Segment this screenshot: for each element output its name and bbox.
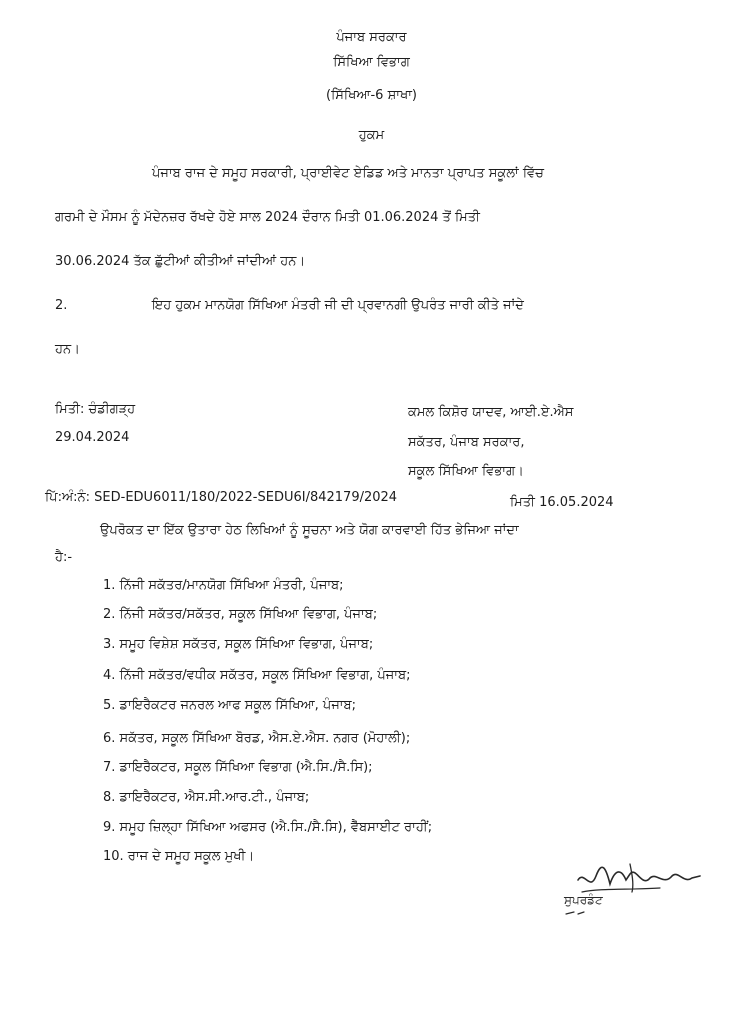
header-department: ਸਿੱਖਿਆ ਵਿਭਾਗ (333, 55, 410, 70)
signatory-designation: ਸਕੱਤਰ, ਪੰਜਾਬ ਸਰਕਾਰ, (408, 435, 525, 450)
list-item: 2. ਨਿੱਜੀ ਸਕੱਤਰ/ਸਕੱਤਰ, ਸਕੂਲ ਸਿੱਖਿਆ ਵਿਭਾਗ, ਪੰਜਾਬ; (103, 607, 378, 622)
endorsement-intro-line2: ਹੈ:- (55, 550, 73, 565)
list-item: 5. ਡਾਇਰੈਕਟਰ ਜਨਰਲ ਆਫ ਸਕੂਲ ਸਿੱਖਿਆ, ਪੰਜਾਬ; (103, 698, 357, 713)
list-item: 7. ਡਾਇਰੈਕਟਰ, ਸਕੂਲ ਸਿੱਖਿਆ ਵਿਭਾਗ (ਐ.ਸਿ./ਸੈ.ਸਿ); (103, 760, 373, 775)
list-item: 1. ਨਿੱਜੀ ਸਕੱਤਰ/ਮਾਨਯੋਗ ਸਿੱਖਿਆ ਮੰਤਰੀ, ਪੰਜਾਬ; (103, 578, 344, 593)
list-item: 9. ਸਮੂਹ ਜ਼ਿਲ੍ਹਾ ਸਿੱਖਿਆ ਅਫਸਰ (ਐ.ਸਿ./ਸੈ.ਸਿ), ਵੈੱਬਸਾਈਟ ਰਾਹੀਂ; (103, 820, 433, 835)
place-label: ਮਿਤੀ: ਚੰਡੀਗੜ੍ਹ (55, 402, 136, 417)
para1-line1: ਪੰਜਾਬ ਰਾਜ ਦੇ ਸਮੂਹ ਸਰਕਾਰੀ, ਪ੍ਰਾਈਵੇਟ ਏਡਿਡ ਅਤੇ ਮਾਨਤਾ ਪ੍ਰਾਪਤ ਸਕੂਲਾਂ ਵਿੱਚ (152, 166, 544, 181)
list-item: 10. ਰਾਜ ਦੇ ਸਮੂਹ ਸਕੂਲ ਮੁਖੀ। (103, 849, 255, 864)
list-item: 8. ਡਾਇਰੈਕਟਰ, ਐਸ.ਸੀ.ਆਰ.ਟੀ., ਪੰਜਾਬ; (103, 790, 310, 805)
endorsement-number: ਪਿੱ:ਅੰ:ਨੰ: SED-EDU6011/180/2022-SEDU6I/842179/2024 (45, 490, 398, 505)
signatory-department: ਸਕੂਲ ਸਿੱਖਿਆ ਵਿਭਾਗ। (408, 464, 524, 479)
endorsement-intro-line1: ਉਪਰੋਕਤ ਦਾ ਇੱਕ ਉਤਾਰਾ ਹੇਠ ਲਿਖਿਆਂ ਨੂੰ ਸੂਚਨਾ ਅਤੇ ਯੋਗ ਕਾਰਵਾਈ ਹਿੱਤ ਭੇਜਿਆ ਜਾਂਦਾ (100, 523, 519, 538)
endorsement-date: ਮਿਤੀ 16.05.2024 (510, 495, 614, 510)
para2-line2: ਹਨ। (55, 342, 80, 357)
header-government: ਪੰਜਾਬ ਸਰਕਾਰ (336, 30, 407, 45)
order-title: ਹੁਕਮ (358, 128, 385, 143)
list-item: 4. ਨਿੱਜੀ ਸਕੱਤਰ/ਵਧੀਕ ਸਕੱਤਰ, ਸਕੂਲ ਸਿੱਖਿਆ ਵਿਭਾਗ, ਪੰਜਾਬ; (103, 668, 411, 683)
header-branch: (ਸਿੱਖਿਆ-6 ਸ਼ਾਖਾ) (326, 88, 417, 103)
para1-line3: 30.06.2024 ਤੱਕ ਛੁੱਟੀਆਂ ਕੀਤੀਆਂ ਜਾਂਦੀਆਂ ਹਨ। (55, 254, 306, 269)
para1-line2: ਗਰਮੀ ਦੇ ਮੌਸਮ ਨੂੰ ਮੱਦੇਨਜ਼ਰ ਰੱਖਦੇ ਹੋਏ ਸਾਲ 2024 ਦੌਰਾਨ ਮਿਤੀ 01.06.2024 ਤੋਂ ਮਿਤੀ (55, 210, 480, 225)
para2-line1: ਇਹ ਹੁਕਮ ਮਾਨਯੋਗ ਸਿੱਖਿਆ ਮੰਤਰੀ ਜੀ ਦੀ ਪ੍ਰਵਾਨਗੀ ਉਪਰੰਤ ਜਾਰੀ ਕੀਤੇ ਜਾਂਦੇ (152, 298, 524, 313)
para2-number: 2. (55, 298, 68, 313)
handwritten-signature (560, 862, 710, 922)
signature-stamp-text: ਸੁਪਰਡੰਟ (564, 893, 603, 907)
list-item: 6. ਸਕੱਤਰ, ਸਕੂਲ ਸਿੱਖਿਆ ਬੋਰਡ, ਐਸ.ਏ.ਐਸ. ਨਗਰ (ਮੋਹਾਲੀ); (103, 731, 411, 746)
signatory-name: ਕਮਲ ਕਿਸ਼ੋਰ ਯਾਦਵ, ਆਈ.ਏ.ਐਸ (408, 405, 574, 420)
order-date: 29.04.2024 (55, 430, 130, 445)
list-item: 3. ਸਮੂਹ ਵਿਸ਼ੇਸ਼ ਸਕੱਤਰ, ਸਕੂਲ ਸਿੱਖਿਆ ਵਿਭਾਗ, ਪੰਜਾਬ; (103, 637, 374, 652)
